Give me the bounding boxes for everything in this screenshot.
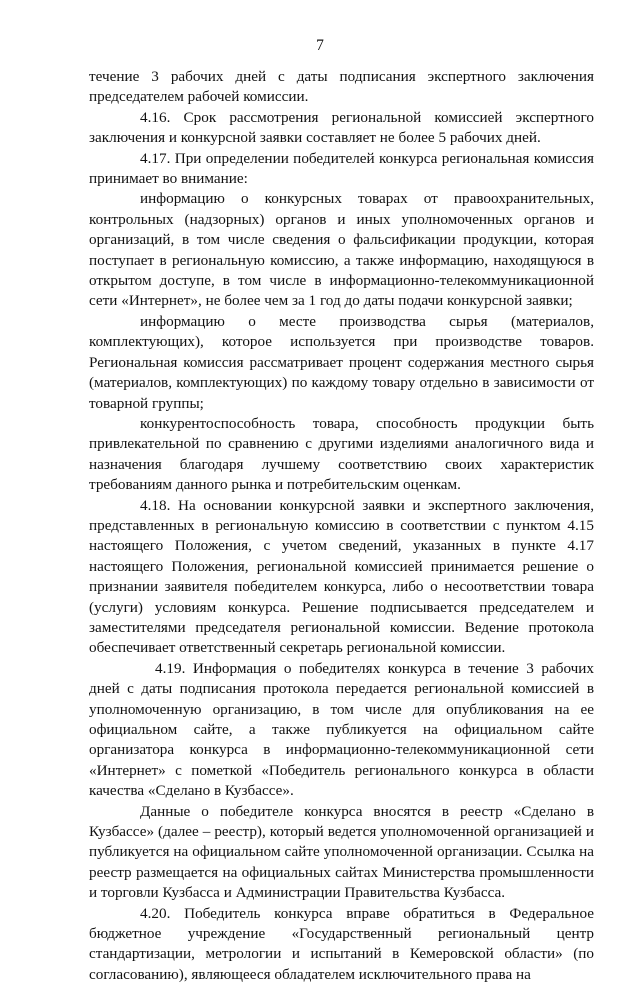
paragraph-4-19: 4.19. Информация о победителях конкурса в течение 3 рабочих дней с даты подписания протокола передается региональной комиссией в уполномоченную организацию, в том числе для опубликования на ее официальном сайте, а также публикуется на официальном сайте организатора конкурса в информационно-телекоммуникационной сети «Интернет» с пометкой «Победитель регионального конкурса в области качества «Сделано в Кузбассе».	[89, 659, 594, 800]
paragraph-registry: Данные о победителе конкурса вносятся в реестр «Сделано в Кузбассе» (далее – реестр), который ведется уполномоченной организацией и публикуется на официальном сайте уполномоченной организации. Ссылка на реестр размещается на официальных сайтах Министерства промышленности и торговли Кузбасса и Администрации Правительства Кузбасса.	[89, 802, 594, 902]
paragraph-4-20: 4.20. Победитель конкурса вправе обратиться в Федеральное бюджетное учреждение «Государственный региональный центр стандартизации, метрологии и испытаний в Кемеровской области» (по согласованию), являющееся обладателем исключительного права на	[89, 904, 594, 983]
paragraph-info-raw-materials: информацию о месте производства сырья (материалов, комплектующих), которое используется при производстве товаров. Региональная комиссия рассматривает процент содержания местного сырья (материалов, комплектующих) по каждому товару отдельно в зависимости от товарной группы;	[89, 312, 594, 412]
paragraph-continuation: течение 3 рабочих дней с даты подписания экспертного заключения председателем рабочей комиссии.	[89, 68, 594, 106]
document-body	[89, 67, 594, 985]
paragraph-competitiveness: конкурентоспособность товара, способность продукции быть привлекательной по сравнению с другими изделиями аналогичного вида и назначения благодаря лучшему соответствию своих характеристик требованиям данного рынка и потребительским оценкам.	[89, 414, 594, 494]
page-number: 7	[316, 37, 324, 54]
paragraph-info-goods: информацию о конкурсных товарах от правоохранительных, контрольных (надзорных) органов и иных уполномоченных органов и организаций, в том числе сведения о фальсификации продукции, которая поступает в региональную комиссию, а также информацию, находящуюся в открытом доступе, в том числе в информационно-телекоммуникационной сети «Интернет», не более чем за 1 год до даты подачи конкурсной заявки;	[89, 190, 594, 310]
paragraph-4-16: 4.16. Срок рассмотрения региональной комиссией экспертного заключения и конкурсной заявки составляет не более 5 рабочих дней.	[89, 108, 594, 147]
paragraph-4-18: 4.18. На основании конкурсной заявки и экспертного заключения, представленных в региональную комиссию в соответствии с пунктом 4.15 настоящего Положения, с учетом сведений, указанных в пункте 4.17 настоящего Положения, региональной комиссией принимается решение о признании заявителя победителем конкурса, либо о несоответствии товара (услуги) условиям конкурса. Решение подписывается председателем и заместителями председателя региональной комиссии. Ведение протокола обеспечивает ответственный секретарь региональной комиссии.	[89, 496, 594, 657]
paragraph-4-17: 4.17. При определении победителей конкурса региональная комиссия принимает во внимание:	[89, 149, 594, 188]
